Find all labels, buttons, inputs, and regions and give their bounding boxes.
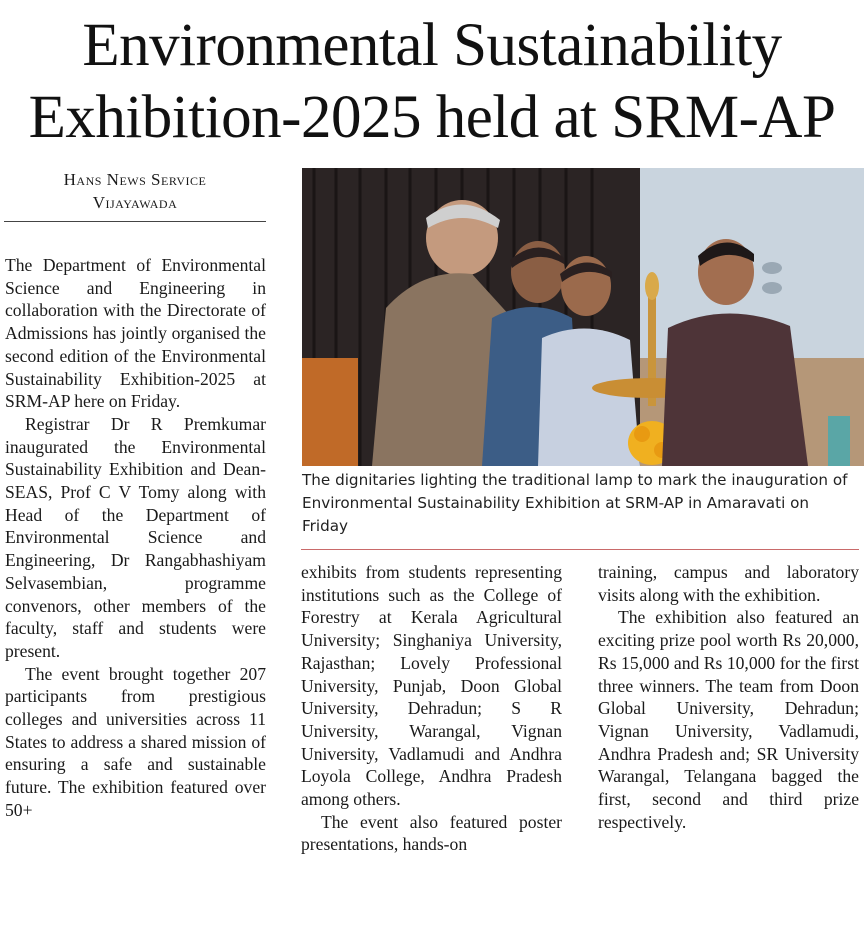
paragraph-7: The exhibition also featured an exciting prize pool worth Rs 20,000, Rs 15,000 and Rs 10,000 for the first three winners. The team from Doon Global University, Dehradun; Vignan University, Vadlamudi, Andhra Pradesh and; SR University Warangal, Telangana bagged the first, second and third prize respectively. <box>598 607 859 832</box>
byline-place: Vijayawada <box>92 193 178 212</box>
column-3 <box>598 561 859 833</box>
paragraph-6: training, campus and laboratory visits along with the exhibition. <box>598 562 859 605</box>
byline-agency: Hans News Service <box>63 170 207 189</box>
paragraph-1: The Department of Environmental Science and Engineering in collaboration with the Directorate of Admissions has jointly organised the second edition of the Environmental Sustainability Exhibition-2025 at SRM-AP here on Friday. <box>5 255 266 412</box>
headline-line-1: Environmental Sustainability <box>82 12 782 79</box>
photo-lamp-lighting-icon <box>302 168 864 466</box>
paragraph-3: The event brought together 207 participants from prestigious colleges and universities across 11 States to address a shared mission of ensuring a safe and sustainable future. The exhibition featured over 50+ <box>5 663 266 820</box>
news-photo <box>302 168 864 466</box>
headline <box>0 10 864 154</box>
column-1 <box>5 254 266 822</box>
paragraph-4: exhibits from students representing institutions such as the College of Forestry at Kerala Agricultural University; Singhaniya University, Rajasthan; Lovely Professional University, Punjab, Doon Global University, Dehradun; S R University, Warangal, Vignan University, Vadlamudi and Andhra Loyola College, Andhra Pradesh among others. <box>301 562 562 810</box>
headline-line-2: Exhibition-2025 held at SRM-AP <box>28 84 836 151</box>
column-2 <box>301 561 562 856</box>
photo-caption: The dignitaries lighting the traditional lamp to mark the inauguration of Environmental Sustainability Exhibition at SRM-AP in Amaravati on Friday <box>302 471 848 535</box>
paragraph-5: The event also featured poster presentations, hands-on <box>301 811 562 855</box>
byline <box>4 168 266 214</box>
byline-divider <box>4 221 266 222</box>
paragraph-2: Registrar Dr R Premkumar inaugurated the Environmental Sustainability Exhibition and Dean-SEAS, Prof C V Tomy along with Head of the Department of Environmental Science and Engineering, Dr Rangabhashiyam Selvasembian, programme convenors, other members of the faculty, staff and students were present. <box>5 413 266 661</box>
caption-divider <box>301 549 859 550</box>
